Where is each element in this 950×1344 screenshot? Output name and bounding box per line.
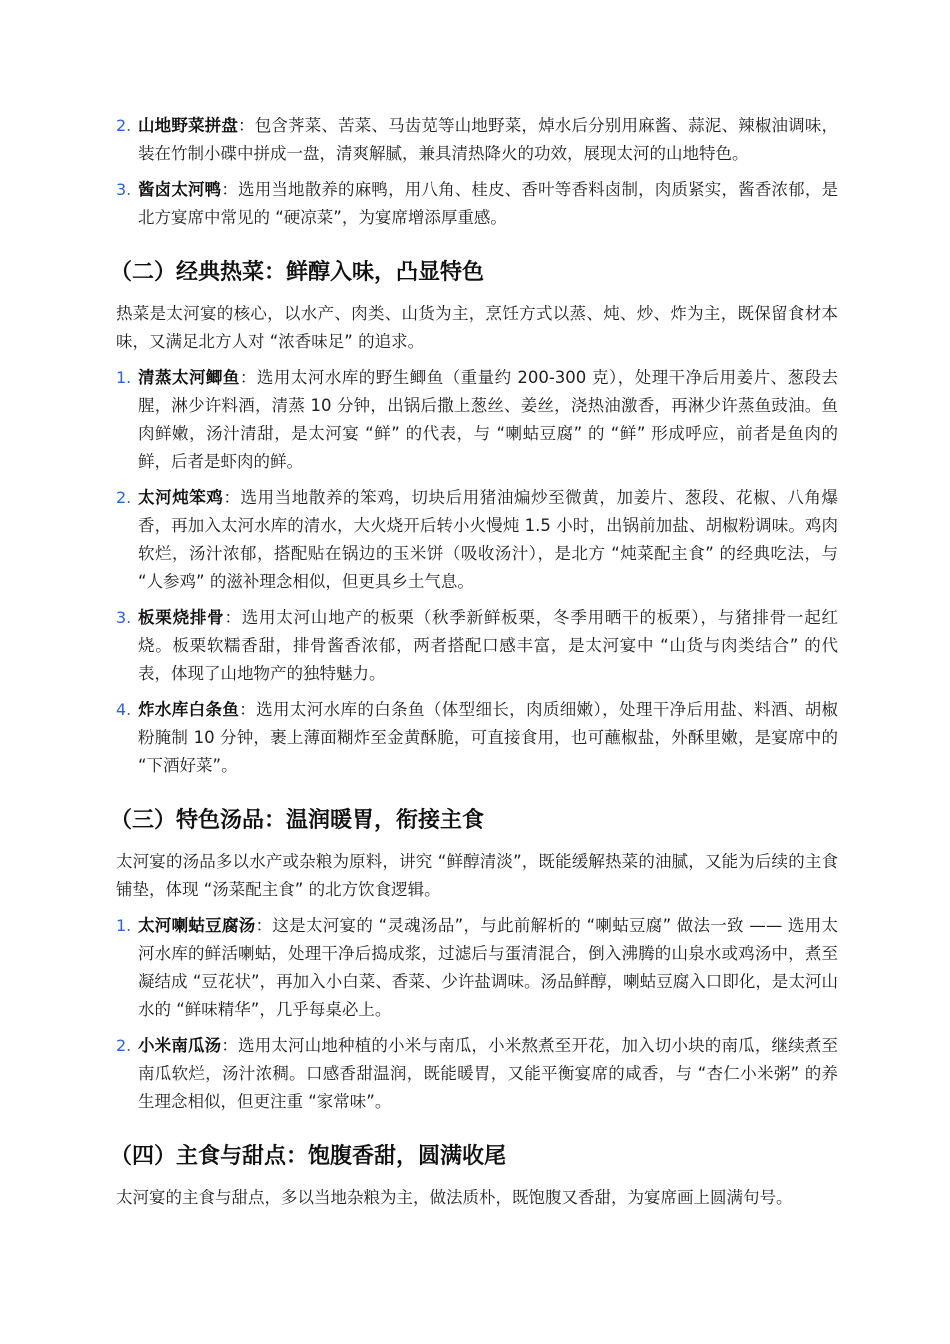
list-item	[116, 604, 838, 688]
dish-description: ：选用当地散养的麻鸭，用八角、桂皮、香叶等香料卤制，肉质紧实，酱香浓郁，是北方宴席中常见的 “硬凉菜”，为宴席增添厚重感。	[138, 180, 839, 227]
list-number: 2.	[116, 488, 132, 507]
soup-list	[116, 912, 838, 1116]
list-number: 4.	[116, 700, 132, 719]
list-number: 2.	[116, 116, 132, 135]
list-item	[116, 364, 838, 476]
list-number: 3.	[116, 180, 132, 199]
dish-description: ：选用太河水库的野生鲫鱼（重量约 200-300 克），处理干净后用姜片、葱段去腥，淋少许料酒，清蒸 10 分钟，出锅后撒上葱丝、姜丝，浇热油激香，再淋少许蒸鱼豉油。鱼肉鲜嫩，汤汁清甜，是太河宴 “鲜” 的代表，与 “喇蛄豆腐” 的 “鲜” 形成呼应，前者是鱼肉的鲜，后者是虾肉的鲜。	[138, 368, 839, 471]
section-heading-hot-dishes: （二）经典热菜：鲜醇入味，凸显特色	[110, 260, 485, 285]
list-number: 1.	[116, 916, 132, 935]
section-intro: 太河宴的主食与甜点，多以当地杂粮为主，做法质朴，既饱腹又香甜，为宴席画上圆满句号。	[116, 1188, 793, 1207]
hot-dish-list	[116, 364, 838, 780]
section-intro: 太河宴的汤品多以水产或杂粮为原料，讲究 “鲜醇清淡”，既能缓解热菜的油腻，又能为后续的主食铺垫，体现 “汤菜配主食” 的北方饮食逻辑。	[116, 852, 838, 899]
dish-title: 小米南瓜汤	[138, 1036, 222, 1055]
dish-description: ：选用太河山地种植的小米与南瓜，小米熬煮至开花，加入切小块的南瓜，继续煮至南瓜软烂，汤汁浓稠。口感香甜温润，既能暖胃，又能平衡宴席的咸香，与 “杏仁小米粥” 的养生理念相似，但更注重 “家常味”。	[138, 1036, 839, 1111]
section-heading-staples-desserts: （四）主食与甜点：饱腹香甜，圆满收尾	[110, 1144, 507, 1169]
list-item	[116, 696, 838, 780]
dish-description: ：这是太河宴的 “灵魂汤品”，与此前解析的 “喇蛄豆腐” 做法一致 —— 选用太河水库的鲜活喇蛄，处理干净后捣成浆，过滤后与蛋清混合，倒入沸腾的山泉水或鸡汤中，煮至凝结成 “豆花状”，再加入小白菜、香菜、少许盐调味。汤品鲜醇，喇蛄豆腐入口即化，是太河山水的 “鲜味精华”，几乎每桌必上。	[138, 916, 839, 1019]
dish-title: 板栗烧排骨	[138, 608, 225, 627]
list-number: 3.	[116, 608, 132, 627]
dish-title: 太河喇蛄豆腐汤	[138, 916, 256, 935]
dish-title: 炸水库白条鱼	[138, 700, 240, 719]
section-intro: 热菜是太河宴的核心，以水产、肉类、山货为主，烹饪方式以蒸、炖、炒、炸为主，既保留食材本味，又满足北方人对 “浓香味足” 的追求。	[116, 304, 838, 351]
list-item	[116, 1032, 838, 1116]
dish-title: 山地野菜拼盘	[138, 116, 239, 135]
cold-dish-list	[116, 112, 838, 232]
dish-description: ：选用当地散养的笨鸡，切块后用猪油煸炒至微黄，加姜片、葱段、花椒、八角爆香，再加入太河水库的清水，大火烧开后转小火慢炖 1.5 小时，出锅前加盐、胡椒粉调味。鸡肉软烂，汤汁浓郁，搭配贴在锅边的玉米饼（吸收汤汁），是北方 “炖菜配主食” 的经典吃法，与 “人参鸡” 的滋补理念相似，但更具乡土气息。	[138, 488, 838, 591]
list-item	[116, 484, 838, 596]
dish-description: ：选用太河山地产的板栗（秋季新鲜板栗，冬季用晒干的板栗），与猪排骨一起红烧。板栗软糯香甜，排骨酱香浓郁，两者搭配口感丰富，是太河宴中 “山货与肉类结合” 的代表，体现了山地物产的独特魅力。	[138, 608, 838, 683]
dish-title: 酱卤太河鸭	[138, 180, 222, 199]
dish-description: ：选用太河水库的白条鱼（体型细长，肉质细嫩），处理干净后用盐、料酒、胡椒粉腌制 10 分钟，裹上薄面糊炸至金黄酥脆，可直接食用，也可蘸椒盐，外酥里嫩，是宴席中的 “下酒好菜”。	[138, 700, 839, 775]
section-heading-soups: （三）特色汤品：温润暖胃，衔接主食	[110, 808, 485, 833]
list-number: 2.	[116, 1036, 132, 1055]
list-item	[116, 912, 838, 1024]
list-item	[116, 112, 838, 168]
list-item	[116, 176, 838, 232]
dish-title: 太河炖笨鸡	[138, 488, 224, 507]
list-number: 1.	[116, 368, 132, 387]
dish-description: ：包含荠菜、苦菜、马齿苋等山地野菜，焯水后分别用麻酱、蒜泥、辣椒油调味，装在竹制小碟中拼成一盘，清爽解腻，兼具清热降火的功效，展现太河的山地特色。	[138, 116, 839, 163]
dish-title: 清蒸太河鲫鱼	[138, 368, 240, 387]
